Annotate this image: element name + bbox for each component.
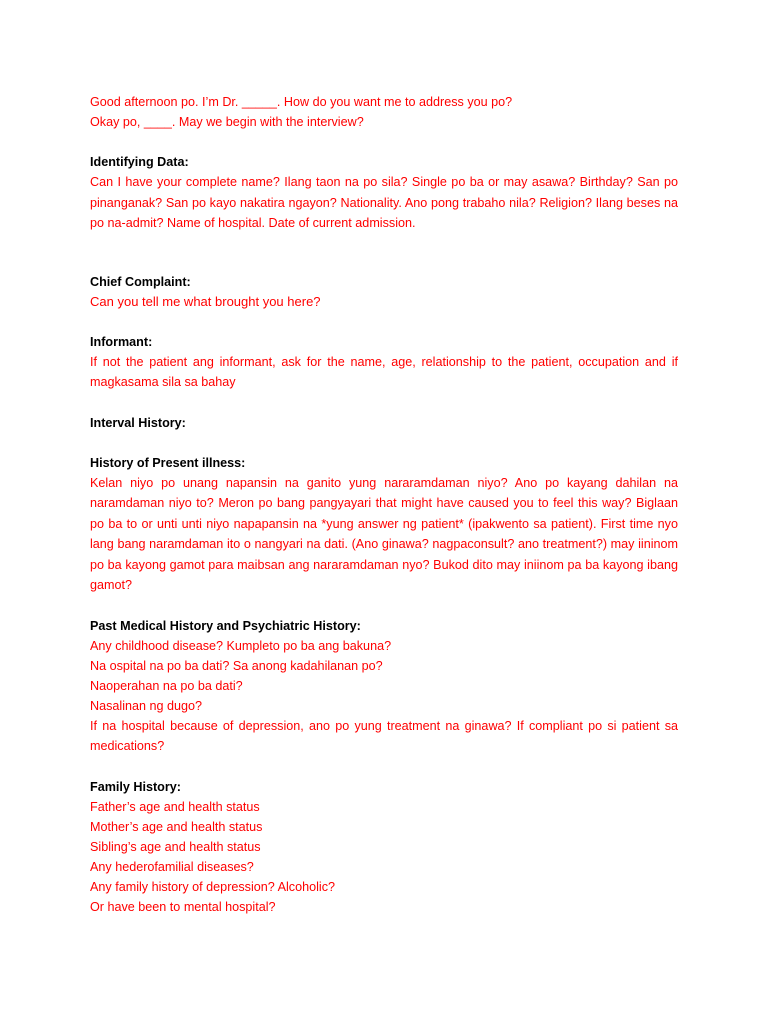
past-medical-heading: Past Medical History and Psychiatric History: bbox=[90, 618, 361, 633]
family-history-heading: Family History: bbox=[90, 779, 181, 794]
family-history-line: Any family history of depression? Alcoholic? bbox=[90, 879, 335, 894]
past-medical-text: If na hospital because of depression, ano po yung treatment na ginawa? If compliant po si patient sa medications? bbox=[90, 718, 678, 753]
chief-complaint-heading: Chief Complaint: bbox=[90, 274, 191, 289]
greeting-line: Good afternoon po. I’m Dr. _____. How do you want me to address you po? bbox=[90, 95, 513, 109]
interval-history-heading: Interval History: bbox=[90, 415, 186, 430]
past-medical-line: Any childhood disease? Kumpleto po ba ang bakuna? bbox=[90, 638, 392, 653]
identifying-data-text: Can I have your complete name? Ilang taon na po sila? Single po ba or may asawa? Birthday? San po pinanganak? San po kayo nakatira ngayon? Nationality. Ano pong trabaho nila? Religion? Ilang beses na po na-admit? Name of hospital. Date of current admission. bbox=[90, 175, 678, 230]
past-medical-line: Nasalinan ng dugo? bbox=[90, 698, 203, 713]
family-history-line: Father’s age and health status bbox=[90, 799, 260, 814]
present-illness-text: Kelan niyo po unang napansin na ganito yung nararamdaman niyo? Ano po kayang dahilan na naramdaman niyo to? Meron po bang pangyayari that might have caused you to feel this way? Biglaan po ba to or unti unti niyo napapansin na *yung answer ng patient* (ipakwento sa patient). First time nyo lang bang naramdaman ito o nangyari na dati. (Ano ginawa? nagpaconsult? ano treatment?) may iininom po ba kayong gamot para maibsan ang nararamdaman nyo? Bukod dito may iniinom pa ba kayong ibang gamot? bbox=[90, 475, 678, 592]
past-medical-line: Naoperahan na po ba dati? bbox=[90, 678, 243, 693]
informant-heading: Informant: bbox=[90, 334, 153, 349]
family-history-line: Mother’s age and health status bbox=[90, 819, 263, 834]
chief-complaint-text: Can you tell me what brought you here? bbox=[90, 293, 321, 309]
family-history-line: Sibling’s age and health status bbox=[90, 839, 261, 854]
family-history-line: Any hederofamilial diseases? bbox=[90, 859, 254, 874]
identifying-data-heading: Identifying Data: bbox=[90, 155, 189, 169]
present-illness-heading: History of Present illness: bbox=[90, 455, 246, 470]
past-medical-line: Na ospital na po ba dati? Sa anong kadahilanan po? bbox=[90, 658, 383, 673]
informant-text: If not the patient ang informant, ask for the name, age, relationship to the patient, occupation and if magkasama sila sa bahay bbox=[90, 354, 678, 389]
family-history-line: Or have been to mental hospital? bbox=[90, 899, 276, 914]
interview-guide-document bbox=[90, 92, 678, 917]
begin-interview-line: Okay po, ____. May we begin with the interview? bbox=[90, 115, 364, 129]
